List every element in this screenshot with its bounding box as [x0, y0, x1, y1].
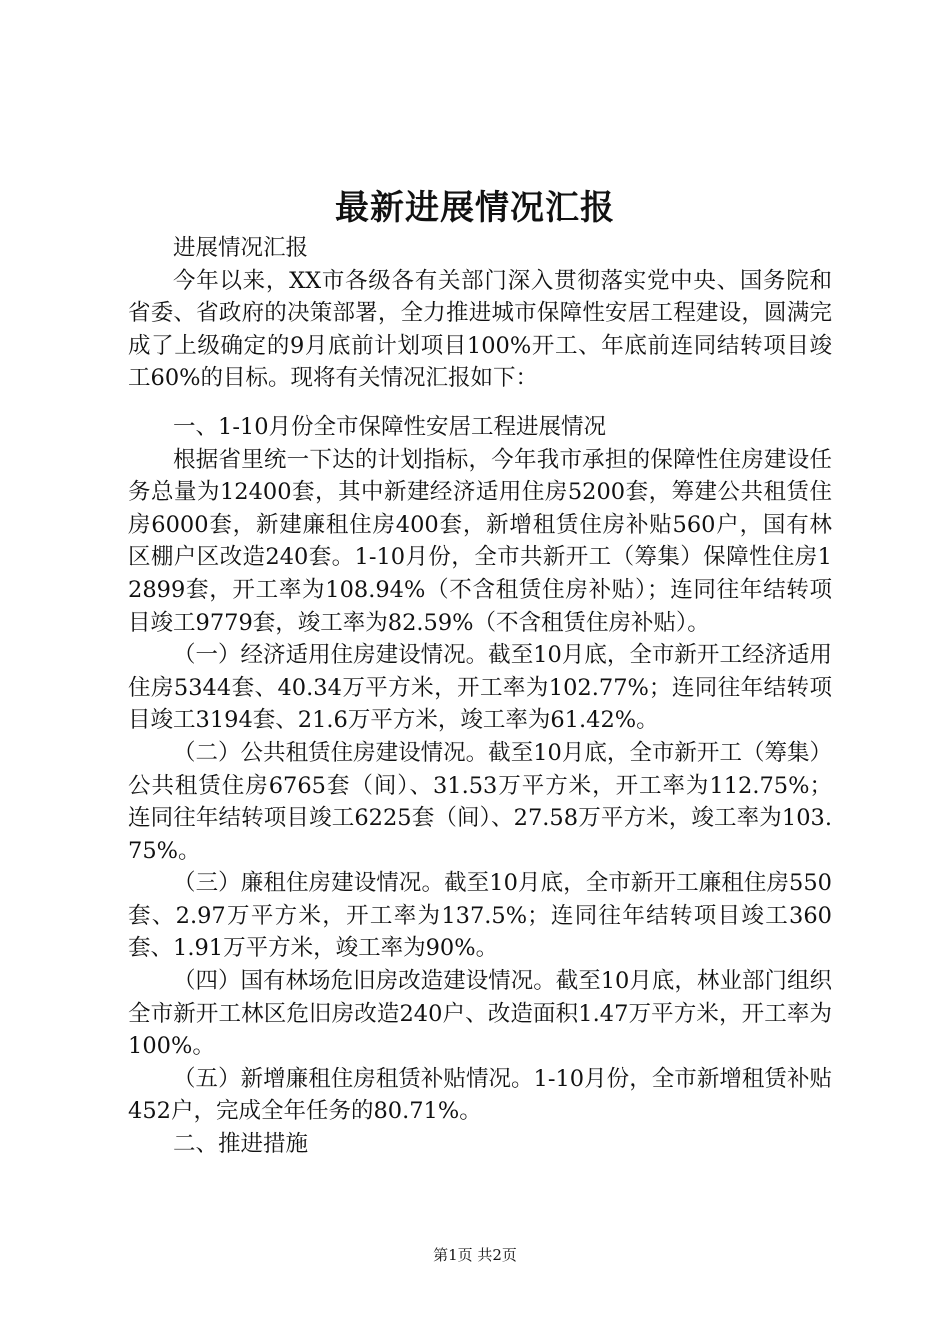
- document-title: 最新进展情况汇报: [335, 188, 615, 228]
- paragraph-affordable-housing: （一）经济适用住房建设情况。截至10月底，全市新开工经济适用住房5344套、40.34万平方米，开工率为102.77%；连同往年结转项目竣工3194套、21.6万平方米，竣工率为61.42%。: [128, 642, 832, 734]
- page-number-footer: 第1页 共2页: [433, 1246, 517, 1264]
- document-body: [128, 232, 832, 1161]
- paragraph-intro: 今年以来，XX市各级各有关部门深入贯彻落实党中央、国务院和省委、省政府的决策部署，全力推进城市保障性安居工程建设，圆满完成了上级确定的9月底前计划项目100%开工、年底前连同结转项目竣工60%的目标。现将有关情况汇报如下：: [128, 267, 832, 392]
- section-heading-measures: 二、推进措施: [173, 1131, 309, 1158]
- paragraph-forest-renovation: （四）国有林场危旧房改造建设情况。截至10月底，林业部门组织全市新开工林区危旧房改造240户、改造面积1.47万平方米，开工率为100%。: [128, 968, 832, 1060]
- paragraph-public-rental: （二）公共租赁住房建设情况。截至10月底，全市新开工（筹集）公共租赁住房6765套（间）、31.53万平方米，开工率为112.75%；连同往年结转项目竣工6225套（间）、27.58万平方米，竣工率为103.75%。: [128, 739, 832, 864]
- paragraph-subtitle: 进展情况汇报: [173, 235, 309, 261]
- section-heading-progress: 一、1-10月份全市保障性安居工程进展情况: [173, 413, 607, 440]
- paragraph-low-rent: （三）廉租住房建设情况。截至10月底，全市新开工廉租住房550套、2.97万平方米，开工率为137.5%；连同往年结转项目竣工360套、1.91万平方米，竣工率为90%。: [128, 870, 832, 962]
- paragraph-overview: 根据省里统一下达的计划指标，今年我市承担的保障性住房建设任务总量为12400套，其中新建经济适用住房5200套，筹建公共租赁住房6000套，新建廉租住房400套，新增租赁住房补贴560户，国有林区棚户区改造240套。1-10月份，全市共新开工（筹集）保障性住房12899套，开工率为108.94%（不含租赁住房补贴）；连同往年结转项目竣工9779套，竣工率为82.59%（不含租赁住房补贴）。: [128, 446, 832, 636]
- paragraph-rental-subsidy: （五）新增廉租住房租赁补贴情况。1-10月份，全市新增租赁补贴452户，完成全年任务的80.71%。: [128, 1065, 832, 1125]
